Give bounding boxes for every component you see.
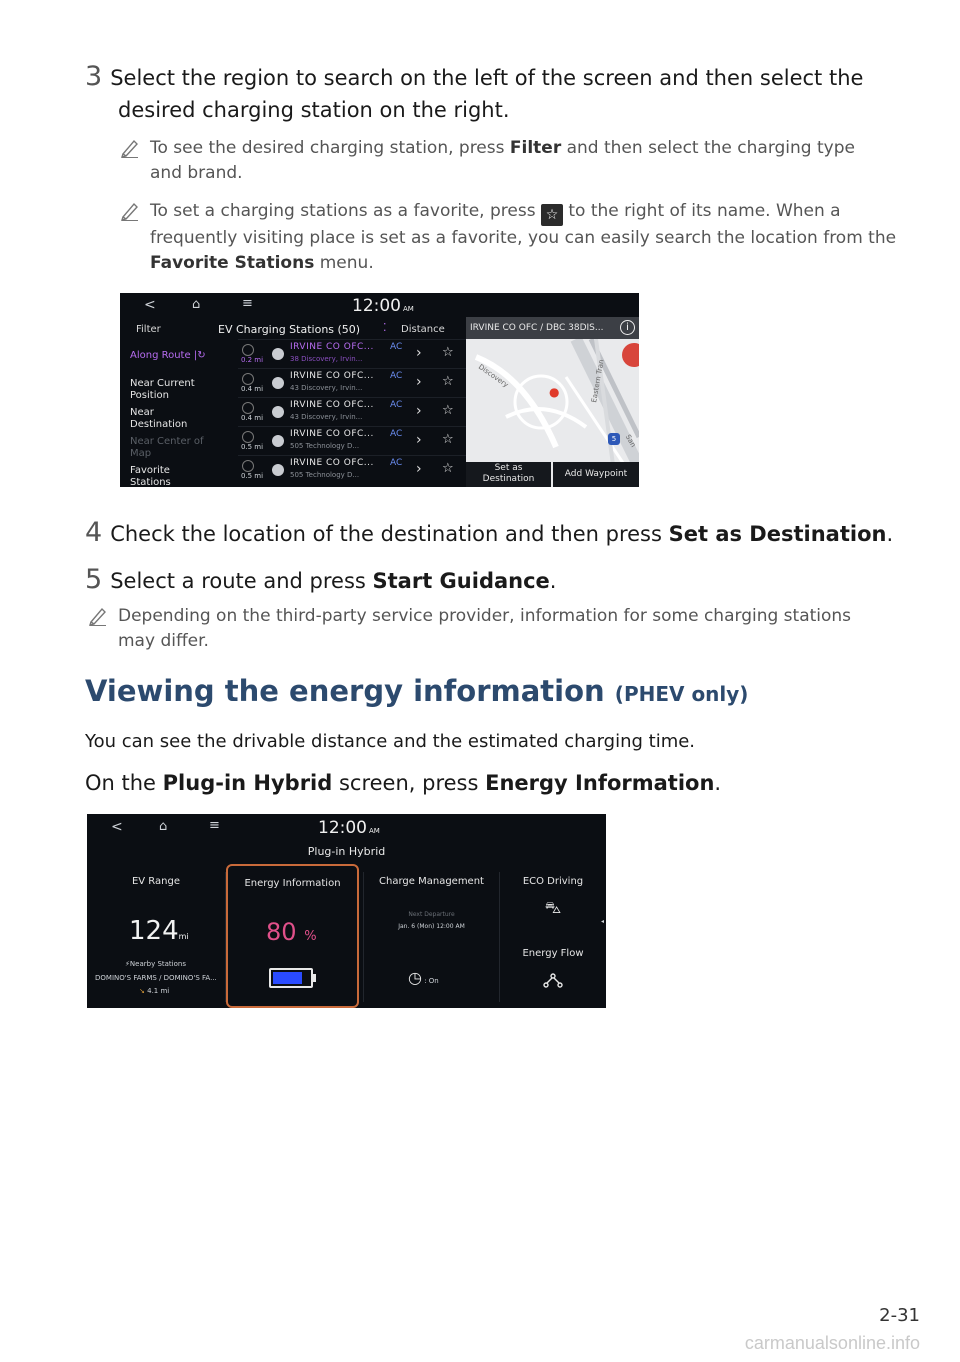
- top-bar: [120, 293, 639, 319]
- map-view[interactable]: [466, 317, 639, 487]
- route-icon: ↘: [139, 987, 145, 995]
- distance-icon: [242, 344, 254, 356]
- nearby-label: Nearby Stations: [129, 960, 186, 968]
- set-as-destination-button[interactable]: [466, 462, 551, 487]
- instruction-text: screen, press: [332, 771, 486, 795]
- charging-icon: ⚡: [125, 960, 130, 968]
- note-pen-icon: [88, 604, 108, 626]
- instruction-text: .: [714, 771, 722, 795]
- step-5: [85, 563, 556, 598]
- station-distance: 0.4 mi: [240, 414, 264, 422]
- button-label: Add Waypoint: [564, 469, 628, 479]
- step-bold-start-guidance: Start Guidance: [372, 569, 550, 593]
- plug-icon: [272, 377, 284, 389]
- map-label-eastern: Eastern Tran: [590, 358, 606, 404]
- plug-icon: [272, 406, 284, 418]
- station-distance: 0.5 mi: [240, 472, 264, 480]
- star-icon[interactable]: ☆: [442, 461, 454, 476]
- map-label-san: San: [623, 433, 638, 449]
- back-icon[interactable]: <: [111, 819, 123, 835]
- note-text: may differ.: [118, 631, 209, 651]
- plug-in-hybrid-screen: [87, 814, 606, 1008]
- charge-management-tile[interactable]: [364, 864, 499, 1008]
- clock-time: 12:00: [352, 296, 401, 316]
- step-text-line2: desired charging station on the right.: [118, 98, 510, 122]
- note-text: menu.: [314, 253, 374, 273]
- watermark: carmanualsonline.info: [744, 1333, 920, 1353]
- step-3: [85, 60, 885, 95]
- distance-icon: [242, 373, 254, 385]
- tile-divider: [225, 872, 226, 1002]
- step-number: 3: [85, 61, 103, 92]
- energy-flow-tile[interactable]: [500, 936, 606, 1008]
- category-near-center-of-map[interactable]: Near Center of Map: [130, 436, 204, 459]
- station-distance: 0.4 mi: [240, 385, 264, 393]
- step-number: 4: [85, 517, 103, 548]
- step-text: Check the location of the destination and then press: [110, 522, 669, 546]
- battery-fill: [273, 972, 302, 984]
- note-pen-icon: [120, 136, 140, 158]
- station-name: IRVINE CO OFC...: [290, 458, 374, 468]
- step-text: Select a route and press: [110, 569, 373, 593]
- star-icon: ☆: [541, 204, 563, 226]
- nearby-stations: [125, 960, 186, 968]
- range-unit: mi: [178, 932, 189, 941]
- star-icon[interactable]: ☆: [442, 403, 454, 418]
- percent-number: 80: [266, 918, 297, 946]
- back-icon[interactable]: <: [144, 297, 156, 313]
- star-icon[interactable]: ☆: [442, 374, 454, 389]
- note-bold-filter: Filter: [509, 138, 562, 158]
- nearby-station-distance: [139, 987, 169, 995]
- distance-icon: [242, 402, 254, 414]
- percent-unit: %: [304, 929, 317, 944]
- ev-range-value: [129, 916, 189, 946]
- section-title: Viewing the energy information: [85, 674, 605, 708]
- clock: [352, 296, 414, 316]
- chevron-right-icon[interactable]: ›: [416, 403, 422, 419]
- scheduled-charge-status: [408, 968, 439, 987]
- vehicle-position-icon: [622, 343, 639, 367]
- charger-type: AC: [390, 371, 403, 381]
- page-number: 2-31: [879, 1305, 920, 1326]
- battery-icon: [269, 968, 313, 988]
- status-text: : On: [424, 977, 439, 985]
- clock-ampm: AM: [369, 827, 380, 835]
- refresh-icon: |↻: [193, 350, 206, 361]
- station-list-panel: [120, 317, 466, 487]
- tile-label: EV Range: [131, 876, 181, 887]
- note-favorite: [150, 199, 910, 276]
- charger-type: AC: [390, 342, 403, 352]
- energy-information-tile[interactable]: [226, 864, 359, 1008]
- charger-type: AC: [390, 458, 403, 468]
- chevron-right-icon[interactable]: ›: [416, 461, 422, 477]
- map-title: [466, 317, 639, 339]
- clock-time: 12:00: [318, 818, 367, 838]
- map-label-discovery: Discovery: [476, 362, 510, 390]
- category-label: Along Route: [130, 350, 191, 361]
- chevron-right-icon[interactable]: ›: [416, 374, 422, 390]
- map-title-text: IRVINE CO OFC / DBC 38DIS...: [470, 323, 604, 333]
- step-text: .: [549, 569, 557, 593]
- step-text-line1: Select the region to search on the left of the screen and then select the: [110, 66, 864, 90]
- station-distance: 0.5 mi: [240, 443, 264, 451]
- category-favorite-stations[interactable]: Favorite Stations: [130, 465, 171, 487]
- energy-percent: [266, 918, 317, 946]
- menu-icon[interactable]: ≡: [242, 296, 253, 311]
- charger-type: AC: [390, 400, 403, 410]
- step-bold-set-as-destination: Set as Destination: [668, 522, 887, 546]
- plug-icon: [272, 464, 284, 476]
- note-text: to the right of its name. When a: [562, 201, 841, 221]
- chevron-right-icon[interactable]: ›: [416, 432, 422, 448]
- section-subtitle: (PHEV only): [614, 682, 749, 706]
- tile-label: ECO Driving: [522, 876, 584, 887]
- tile-label: Energy Flow: [522, 948, 584, 959]
- distance-icon: [242, 431, 254, 443]
- energy-flow-icon: [543, 972, 563, 988]
- station-address: 38 Discovery, Irvin...: [290, 355, 363, 363]
- note-pen-icon: [120, 199, 140, 221]
- menu-icon[interactable]: ≡: [209, 818, 220, 833]
- ev-range-tile[interactable]: [87, 864, 225, 1008]
- station-address: 505 Technology D...: [290, 471, 360, 479]
- add-waypoint-button[interactable]: [553, 462, 639, 487]
- station-row[interactable]: [238, 368, 466, 396]
- section-intro: You can see the drivable distance and the estimated charging time.: [85, 731, 696, 752]
- note-text: To set a charging stations as a favorite, press: [150, 201, 541, 221]
- note-text: Depending on the third-party service provider, information for some charging stations: [118, 606, 852, 626]
- step-text: .: [886, 522, 894, 546]
- instruction-bold-plug-in-hybrid: Plug-in Hybrid: [162, 771, 333, 795]
- note-text: To see the desired charging station, press: [150, 138, 510, 158]
- station-distance: 0.2 mi: [240, 356, 264, 364]
- station-address: 43 Discovery, Irvin...: [290, 413, 363, 421]
- nearby-station-name: DOMINO'S FARMS / DOMINO'S FA...: [95, 974, 217, 982]
- section-heading: [85, 674, 748, 708]
- page-indicator-icon[interactable]: ◂: [600, 918, 604, 925]
- tile-label: Energy Information: [244, 878, 341, 889]
- instruction-text: On the: [85, 771, 163, 795]
- station-address: 43 Discovery, Irvin...: [290, 384, 363, 392]
- tile-label: Charge Management: [379, 876, 484, 887]
- star-icon[interactable]: ☆: [442, 432, 454, 447]
- list-title: EV Charging Stations (50): [218, 323, 361, 336]
- step-3-line2: [118, 94, 510, 127]
- chevron-right-icon[interactable]: ›: [416, 345, 422, 361]
- clock-plug-icon: ◷: [408, 968, 422, 987]
- category-along-route[interactable]: [130, 350, 206, 362]
- step-number: 5: [85, 564, 103, 595]
- instruction-bold-energy-information: Energy Information: [485, 771, 715, 795]
- next-departure-label: Next Departure: [408, 911, 455, 918]
- ev-charging-stations-screen: [120, 293, 639, 487]
- eco-driving-tile[interactable]: [500, 864, 606, 936]
- station-name: IRVINE CO OFC...: [290, 371, 374, 381]
- screen-title: Plug-in Hybrid: [307, 845, 386, 858]
- station-row[interactable]: [238, 339, 466, 367]
- location-pin-icon: ⁚: [383, 321, 387, 334]
- station-row[interactable]: [238, 426, 466, 454]
- station-row[interactable]: [238, 455, 466, 483]
- note-text: and then select the charging type: [561, 138, 855, 158]
- category-near-destination[interactable]: Near Destination: [130, 407, 188, 430]
- charger-type: AC: [390, 429, 403, 439]
- note-third-party: [118, 604, 898, 654]
- station-name: IRVINE CO OFC...: [290, 429, 374, 439]
- star-icon[interactable]: ☆: [442, 345, 454, 360]
- eco-car-icon: ⛍: [544, 898, 562, 917]
- station-name: IRVINE CO OFC...: [290, 400, 374, 410]
- battery-tip: [313, 974, 316, 982]
- step-4: [85, 516, 893, 551]
- plug-icon: [272, 435, 284, 447]
- button-label: Set as Destination: [482, 463, 535, 484]
- info-icon[interactable]: i: [620, 320, 635, 335]
- range-number: 124: [129, 916, 179, 946]
- station-row[interactable]: [238, 397, 466, 425]
- note-text: and brand.: [150, 163, 243, 183]
- filter-button[interactable]: Filter: [136, 324, 161, 335]
- distance-icon: [242, 460, 254, 472]
- home-icon[interactable]: ⌂: [159, 819, 168, 834]
- category-near-current-position[interactable]: Near Current Position: [130, 378, 195, 401]
- clock: [318, 818, 380, 838]
- home-icon[interactable]: ⌂: [192, 297, 201, 312]
- distance-text: 4.1 mi: [147, 987, 170, 995]
- station-name: IRVINE CO OFC...: [290, 342, 374, 352]
- plug-icon: [272, 348, 284, 360]
- freeway-badge: 5: [608, 433, 620, 445]
- station-address: 505 Technology D...: [290, 442, 360, 450]
- next-departure-date: Jan. 6 (Mon) 12:00 AM: [398, 923, 465, 930]
- note-text: frequently visiting place is set as a favorite, you can easily search the location from the: [150, 228, 897, 248]
- sort-distance-button[interactable]: Distance: [401, 324, 445, 335]
- note-bold-favorite-stations: Favorite Stations: [150, 253, 315, 273]
- clock-ampm: AM: [403, 305, 414, 313]
- note-filter: [150, 136, 890, 186]
- map-marker-icon: ●: [549, 385, 560, 399]
- section-instruction: [85, 771, 721, 795]
